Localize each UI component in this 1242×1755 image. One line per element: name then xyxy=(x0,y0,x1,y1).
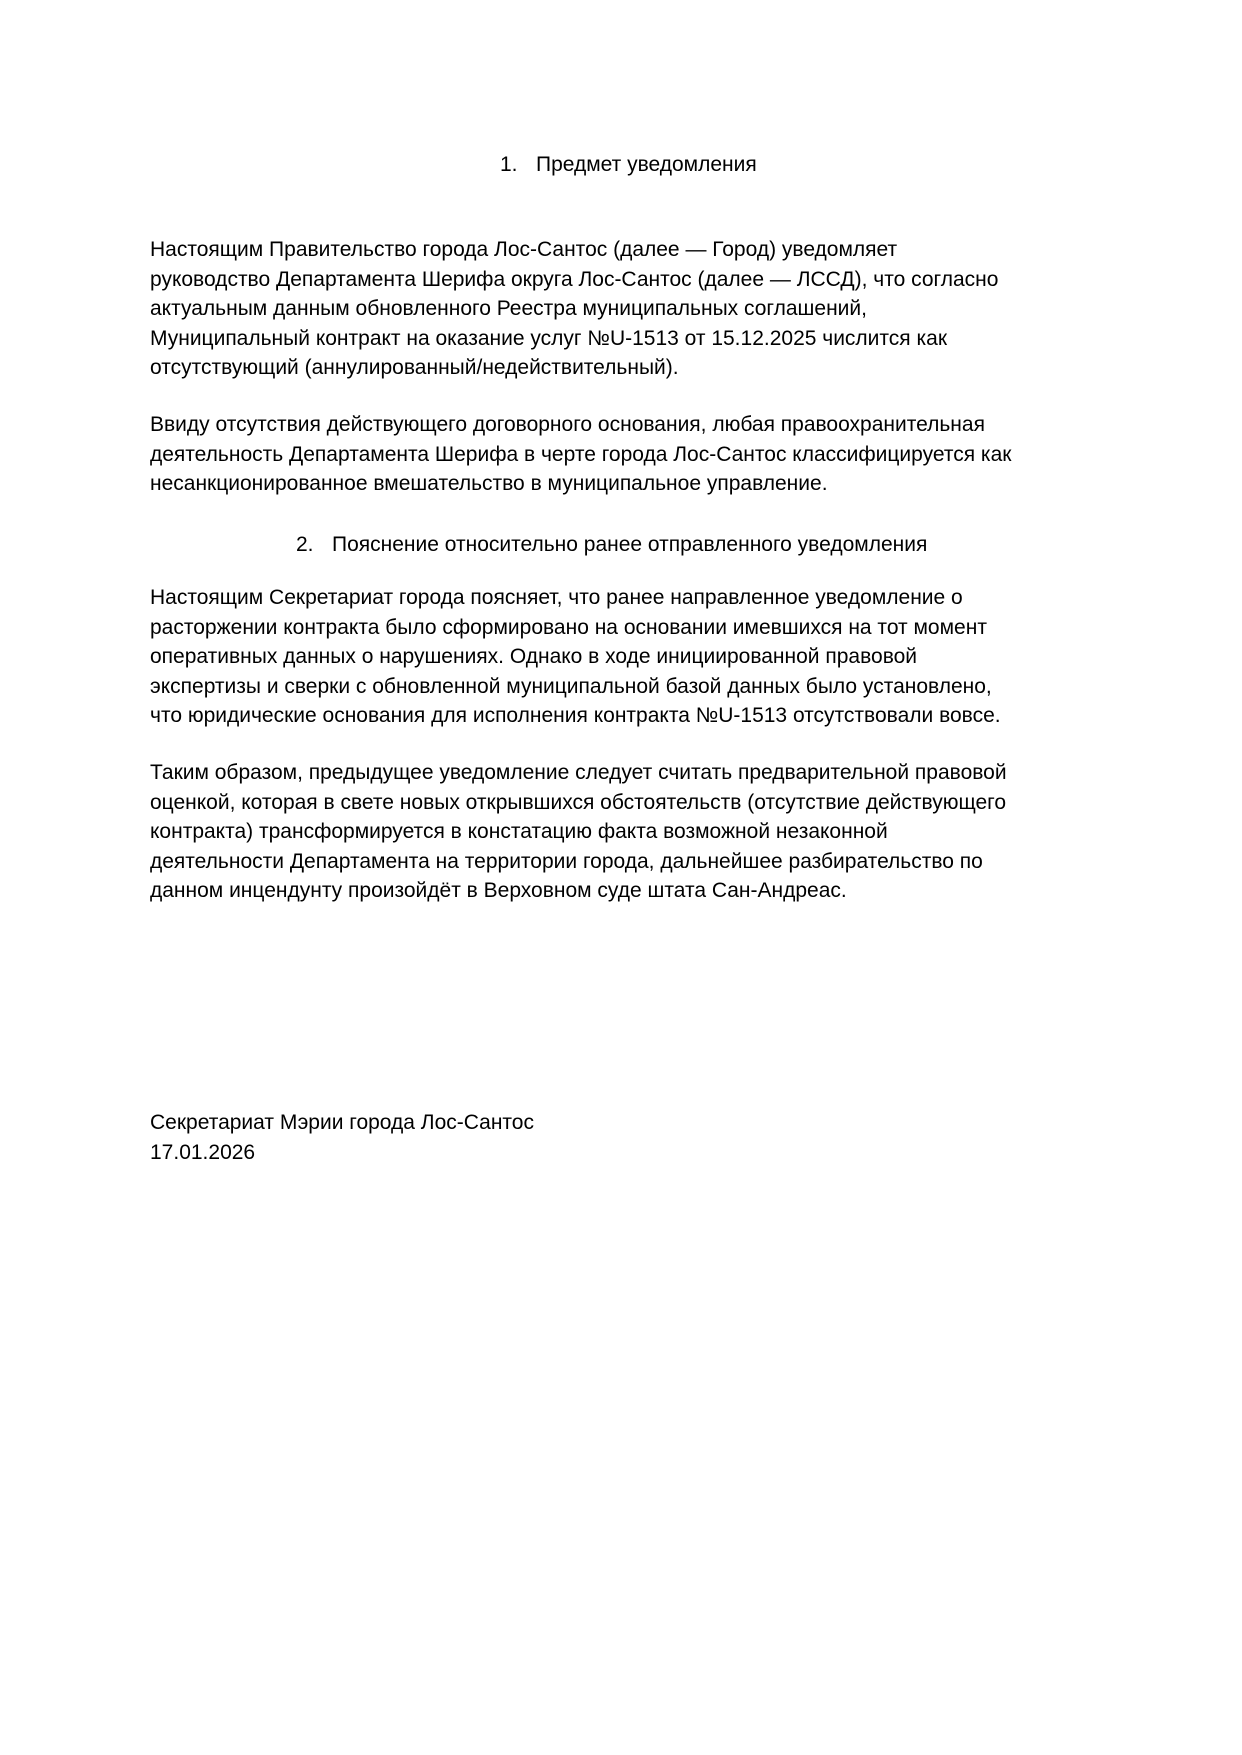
text-line: расторжении контракта было сформировано на основании имевшихся на тот момент xyxy=(150,615,987,639)
signature-block xyxy=(150,1108,534,1167)
text-line: оценкой, которая в свете новых открывшихся обстоятельств (отсутствие действующего xyxy=(150,790,1007,814)
section-2-title: Пояснение относительно ранее отправленного уведомления xyxy=(332,533,928,556)
text-line: данном инцендунту произойдёт в Верховном суде штата Сан-Андреас. xyxy=(150,879,847,903)
text-line: руководство Департамента Шерифа округа Лос-Сантос (далее — ЛССД), что согласно xyxy=(150,267,999,291)
section-1-paragraph-1 xyxy=(150,235,1110,383)
section-2-paragraph-1 xyxy=(150,583,1110,731)
section-1-paragraph-2 xyxy=(150,410,1110,499)
signature-organization: Секретариат Мэрии города Лос-Сантос xyxy=(150,1111,534,1134)
section-2-paragraph-2 xyxy=(150,758,1110,906)
text-line: контракта) трансформируется в констатацию факта возможной незаконной xyxy=(150,820,888,844)
text-line: Настоящим Секретариат города поясняет, что ранее направленное уведомление о xyxy=(150,586,963,609)
text-line: экспертизы и сверки с обновленной муниципальной базой данных было установлено, xyxy=(150,674,992,698)
text-line: деятельности Департамента на территории города, дальнейшее разбирательство по xyxy=(150,849,983,873)
section-1-title: Предмет уведомления xyxy=(536,153,757,176)
text-line: Таким образом, предыдущее уведомление следует считать предварительной правовой xyxy=(150,761,1007,784)
text-line: деятельность Департамента Шерифа в черте города Лос-Сантос классифицируется как xyxy=(150,442,1012,466)
text-line: несанкционированное вмешательство в муниципальное управление. xyxy=(150,472,828,496)
text-line: отсутствующий (аннулированный/недействительный). xyxy=(150,356,679,380)
text-line: Муниципальный контракт на оказание услуг №U-1513 от 15.12.2025 числится как xyxy=(150,326,948,350)
section-2-number: 2. xyxy=(296,533,314,556)
text-line: что юридические основания для исполнения контракта №U-1513 отсутствовали вовсе. xyxy=(150,704,1001,728)
text-line: Настоящим Правительство города Лос-Сантос (далее — Город) уведомляет xyxy=(150,238,898,261)
section-2-heading xyxy=(296,530,927,560)
section-1-heading xyxy=(500,150,757,180)
signature-date: 17.01.2026 xyxy=(150,1140,256,1164)
text-line: актуальным данным обновленного Реестра муниципальных соглашений, xyxy=(150,297,867,321)
section-1-number: 1. xyxy=(500,153,518,176)
text-line: оперативных данных о нарушениях. Однако в ходе инициированной правовой xyxy=(150,645,918,669)
text-line: Ввиду отсутствия действующего договорного основания, любая правоохранительная xyxy=(150,413,985,436)
